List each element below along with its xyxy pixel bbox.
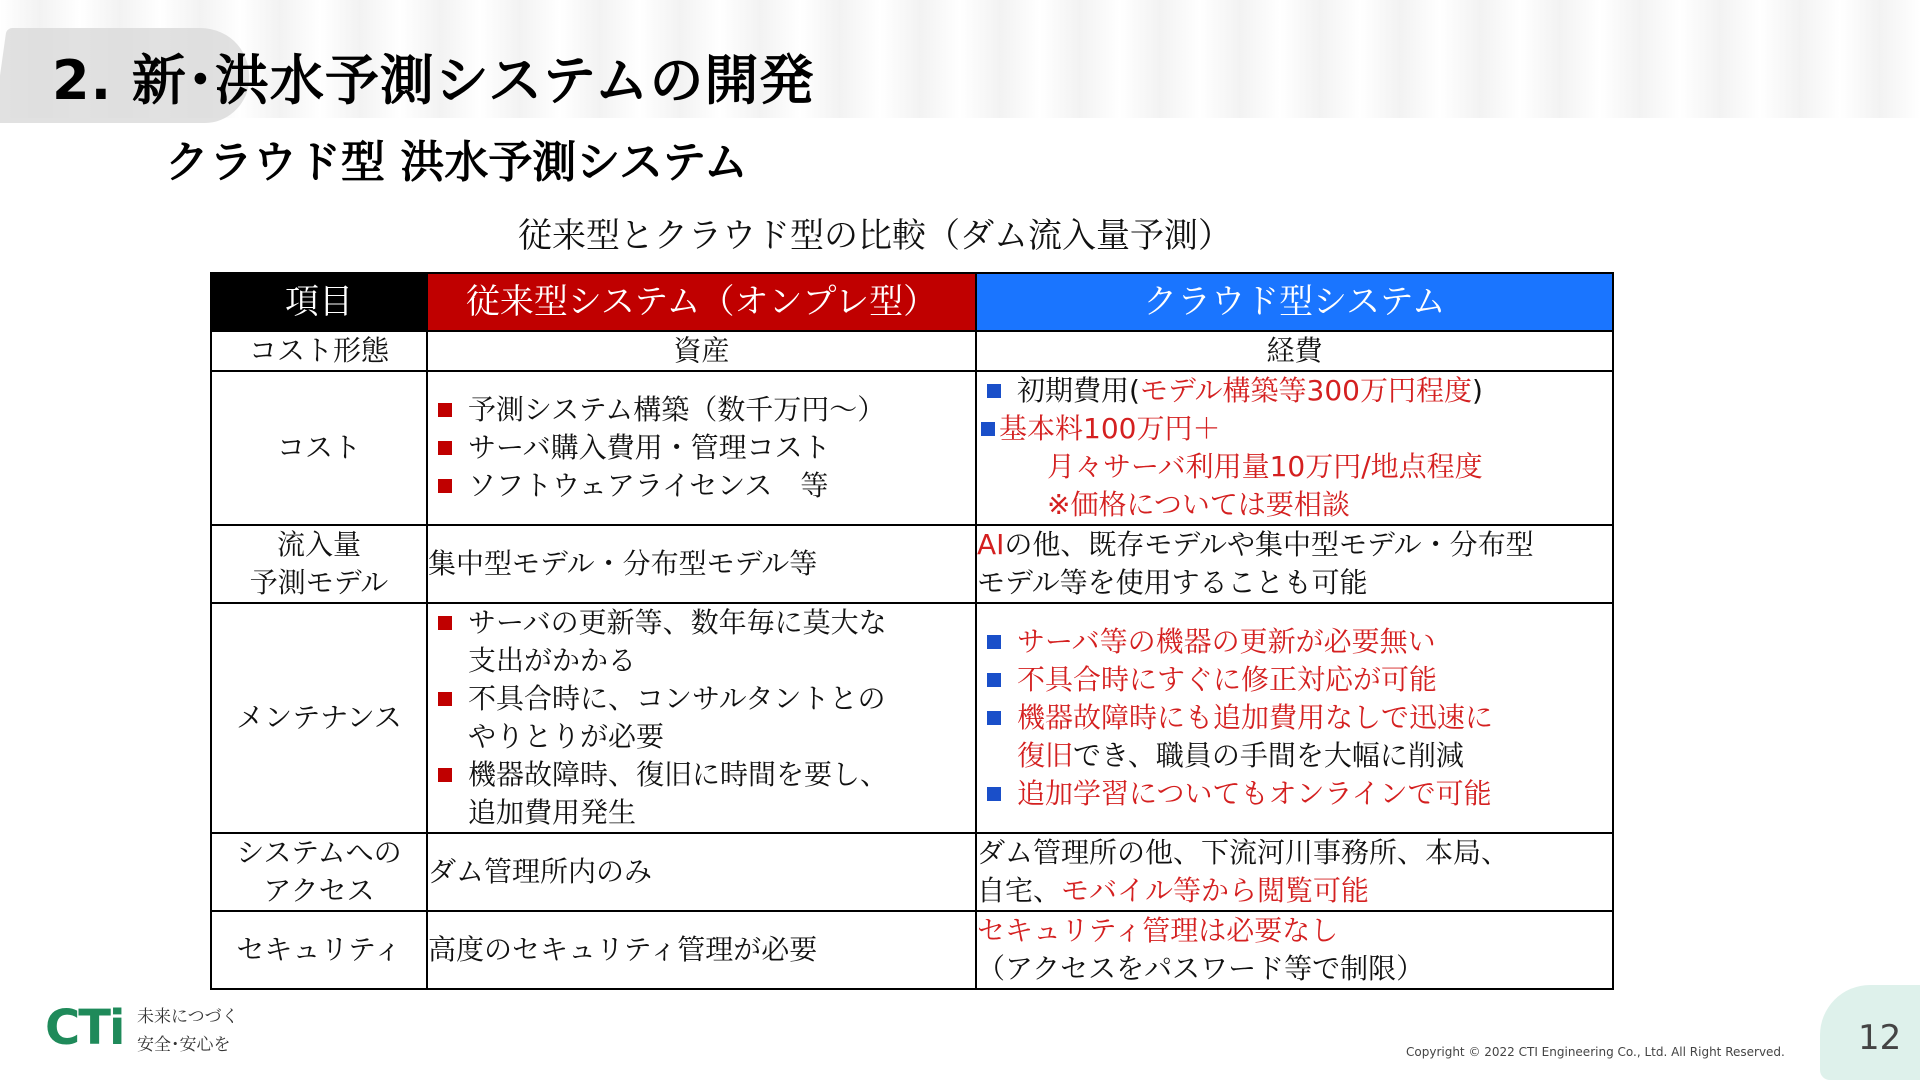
square-bullet-icon	[987, 787, 1001, 801]
item-maintenance: メンテナンス	[211, 603, 427, 833]
list-item: サーバの更新等、数年毎に莫大な 支出がかかる	[428, 604, 975, 680]
company-logo	[45, 1000, 255, 1060]
list-item: 不具合時にすぐに修正対応が可能	[977, 661, 1612, 699]
square-bullet-icon	[438, 403, 452, 417]
square-bullet-icon	[438, 441, 452, 455]
cost-monthly-fee: 月々サーバ利用量10万円/地点程度	[1047, 450, 1483, 483]
onprem-cost-form: 資産	[427, 331, 976, 371]
cost-note: ※価格については要相談	[1047, 488, 1350, 521]
onprem-model: 集中型モデル・分布型モデル等	[427, 525, 976, 603]
item-cost: コスト	[211, 371, 427, 525]
list-item: 機器故障時にも追加費用なしで迅速に 復旧でき、職員の手間を大幅に削減	[977, 699, 1612, 775]
logo-tagline-1: 未来につづく	[137, 1007, 239, 1027]
onprem-cost	[427, 371, 976, 525]
item-security: セキュリティ	[211, 911, 427, 989]
row-maintenance	[211, 603, 1613, 833]
cloud-cost	[976, 371, 1613, 525]
page-title: 2. 新･洪水予測システムの開発	[52, 49, 815, 112]
list-item: 初期費用(モデル構築等300万円程度)	[977, 372, 1612, 410]
copyright-notice: Copyright © 2022 CTI Engineering Co., Ltd. All Right Reserved.	[1406, 1045, 1785, 1059]
cloud-maintenance	[976, 603, 1613, 833]
list-item: サーバ購入費用・管理コスト	[428, 429, 975, 467]
cloud-security: セキュリティ管理は必要なし （アクセスをパスワード等で制限）	[976, 911, 1613, 989]
row-cost-form	[211, 331, 1613, 371]
onprem-maintenance	[427, 603, 976, 833]
list-item: 予測システム構築（数千万円～）	[428, 391, 975, 429]
square-bullet-icon	[438, 616, 452, 630]
table-caption: 従来型とクラウド型の比較（ダム流入量予測）	[518, 216, 1232, 256]
list-item: 機器故障時、復旧に時間を要し、 追加費用発生	[428, 756, 975, 832]
cloud-cost-form: 経費	[976, 331, 1613, 371]
square-bullet-icon	[987, 635, 1001, 649]
item-model: 流入量 予測モデル	[211, 525, 427, 603]
square-bullet-icon	[438, 479, 452, 493]
square-bullet-icon	[987, 711, 1001, 725]
header-item: 項目	[211, 273, 427, 331]
row-model	[211, 525, 1613, 603]
square-bullet-icon	[438, 692, 452, 706]
cti-logo-mark: CTi	[45, 1000, 124, 1056]
section-subtitle: クラウド型 洪水予測システム	[165, 137, 748, 188]
logo-tagline-2: 安全･安心を	[137, 1035, 231, 1055]
cloud-access: ダム管理所の他、下流河川事務所、本局、 自宅、モバイル等から閲覧可能	[976, 833, 1613, 911]
onprem-security: 高度のセキュリティ管理が必要	[427, 911, 976, 989]
page-number: 12	[1858, 1018, 1902, 1058]
comparison-table	[210, 272, 1614, 990]
list-item: 基本料100万円＋	[977, 410, 1612, 448]
header-onprem: 従来型システム（オンプレ型）	[427, 273, 976, 331]
onprem-access: ダム管理所内のみ	[427, 833, 976, 911]
list-item: ソフトウェアライセンス 等	[428, 467, 975, 505]
square-bullet-icon	[987, 673, 1001, 687]
item-access: システムへの アクセス	[211, 833, 427, 911]
row-access	[211, 833, 1613, 911]
square-bullet-icon	[438, 768, 452, 782]
square-bullet-icon	[981, 422, 995, 436]
header-cloud: クラウド型システム	[976, 273, 1613, 331]
table-header-row	[211, 273, 1613, 331]
item-cost-form: コスト形態	[211, 331, 427, 371]
row-security	[211, 911, 1613, 989]
list-item: 追加学習についてもオンラインで可能	[977, 775, 1612, 813]
square-bullet-icon	[987, 384, 1001, 398]
row-cost	[211, 371, 1613, 525]
list-item: サーバ等の機器の更新が必要無い	[977, 623, 1612, 661]
cloud-model: AIの他、既存モデルや集中型モデル・分布型 モデル等を使用することも可能	[976, 525, 1613, 603]
list-item: 不具合時に、コンサルタントとの やりとりが必要	[428, 680, 975, 756]
